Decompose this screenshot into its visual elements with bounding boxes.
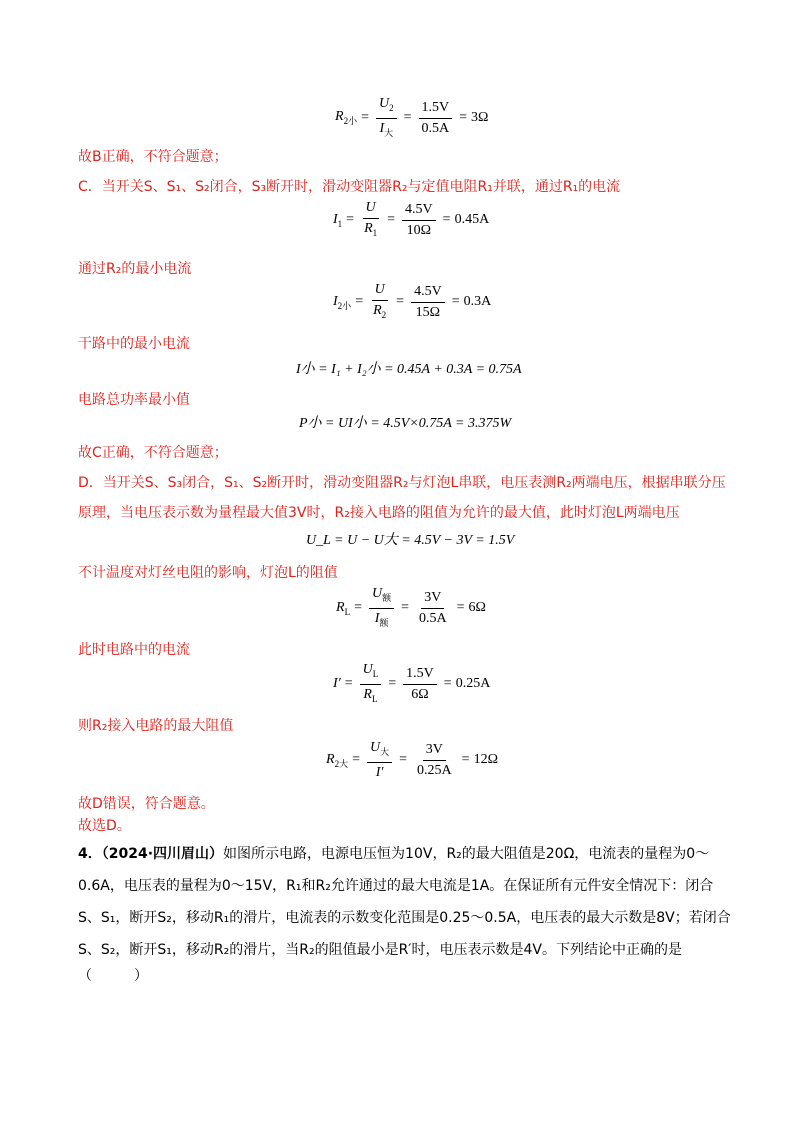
text-c-correct: 故C正确，不符合题意； [78, 445, 228, 461]
equation-r-l: $R_L$ = $\frac{U_额}{I_额}$ = $\frac{3V}{0.5A}$ = 6Ω [336, 586, 486, 628]
text-d-wrong: 故D错误，符合题意。 [78, 796, 215, 812]
text-main-current: 干路中的最小电流 [78, 336, 190, 352]
text-circuit-current: 此时电路中的电流 [78, 642, 190, 658]
equation-p-min: P小 = UI小 = 4.5V×0.75A = 3.375W [299, 416, 512, 431]
question-4-line-2: 0.6A，电压表的量程为0～15V，R₁和R₂允许通过的最大电流是1A。在保证所有元件安全情况下：闭合 [78, 878, 714, 894]
text-total-power: 电路总功率最小值 [78, 392, 190, 408]
question-number: 4． [78, 846, 102, 862]
text-option-c: C．当开关S、S₁、S₂闭合，S₃断开时，滑动变阻器R₂与定值电阻R₁并联，通过R₁的电流 [78, 179, 621, 195]
equation-i2-min: $I_{2小}$ = $\frac{U}{R_2}$ = $\frac{4.5V}{15\Omega}$ = 0.3A [333, 282, 492, 320]
equation-u-l: U_L = U − U大 = 4.5V − 3V = 1.5V [306, 533, 515, 548]
text-temp: 不计温度对灯丝电阻的影响，灯泡L的阻值 [78, 565, 338, 581]
equation-r2-min: $R_{2小}$ = $\frac{U_2}{I_大}$ = $\frac{1.5V}{0.5A}$ = 3Ω [335, 96, 489, 138]
question-4-answer-blank: （ ） [78, 968, 148, 984]
text-r2-max: 则R₂接入电路的最大阻值 [78, 718, 234, 734]
question-source: （2024·四川眉山） [101, 846, 224, 862]
text-choose-d: 故选D。 [78, 818, 131, 834]
text-option-d-2: 原理，当电压表示数为量程最大值3V时，R₂接入电路的阻值为允许的最大值，此时灯泡L两端电压 [78, 505, 680, 521]
question-4-line-1: 4．（2024·四川眉山）如图所示电路，电源电压恒为10V，R₂的最大阻值是20Ω，电流表的量程为0～ [78, 846, 710, 862]
question-4-line-3: S、S₁，断开S₂，移动R₁的滑片，电流表的示数变化范围是0.25～0.5A，电压表的最大示数是8V；若闭合 [78, 910, 731, 926]
text-r2-min-current: 通过R₂的最小电流 [78, 261, 192, 277]
equation-i1: $I_1$ = $\frac{U}{R_1}$ = $\frac{4.5V}{10\Omega}$ = 0.45A [333, 200, 490, 238]
text-option-d-1: D．当开关S、S₃闭合，S₁、S₂断开时，滑动变阻器R₂与灯泡L串联，电压表测R₂两端电压，根据串联分压 [78, 475, 726, 491]
equation-i-min: I小 = I₁ + I₂小 = 0.45A + 0.3A = 0.75A [296, 362, 522, 377]
equation-i-prime: I′ = $\frac{U_L}{R_L}$ = $\frac{1.5V}{6\Omega}$ = 0.25A [333, 662, 491, 704]
question-4-line-4: S、S₂，断开S₁，移动R₂的滑片，当R₂的阻值最小是R′时，电压表示数是4V。下列结论中正确的是 [78, 942, 682, 958]
text-b-correct: 故B正确，不符合题意； [78, 149, 228, 165]
equation-r2-max: $R_{2大}$ = $\frac{U_大}{I'}$ = $\frac{3V}{0.25A}$ = 12Ω [326, 740, 498, 780]
